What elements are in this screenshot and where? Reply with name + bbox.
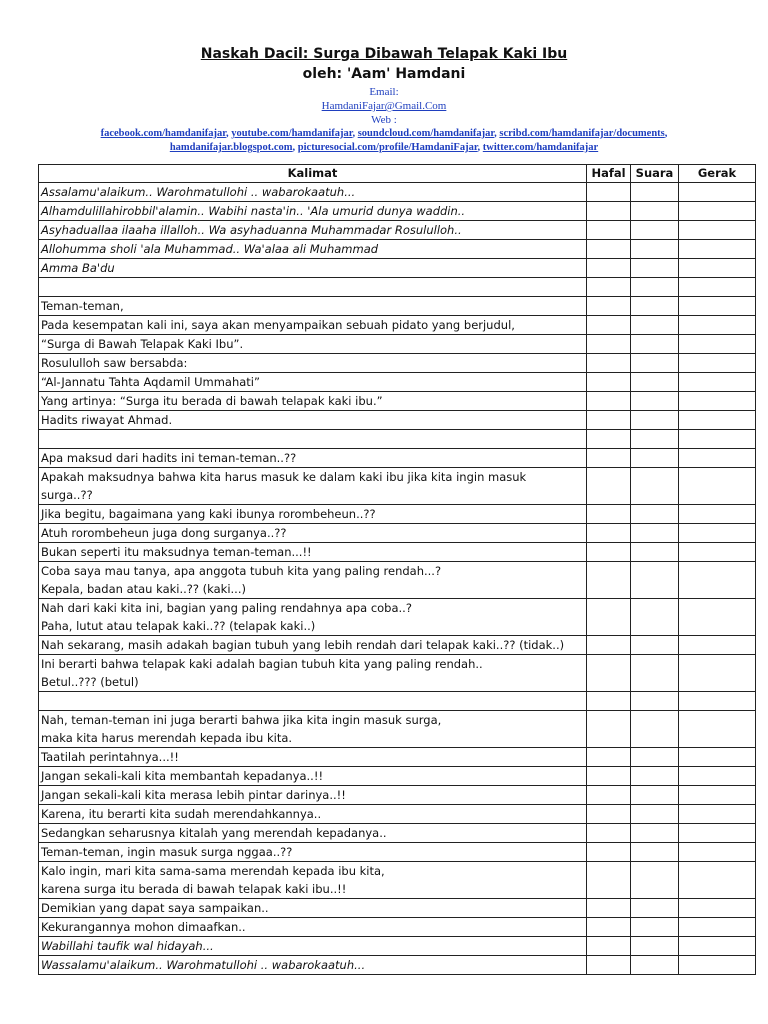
table-row — [39, 599, 756, 636]
gerak-checkbox-cell[interactable] — [679, 824, 756, 843]
suara-checkbox-cell[interactable] — [631, 505, 679, 524]
table-row — [39, 805, 756, 824]
suara-checkbox-cell[interactable] — [631, 937, 679, 956]
kalimat-text: surga..?? — [41, 488, 93, 502]
suara-checkbox-cell[interactable] — [631, 524, 679, 543]
kalimat-cell — [39, 392, 587, 411]
suara-checkbox-cell[interactable] — [631, 636, 679, 655]
kalimat-cell — [39, 786, 587, 805]
kalimat-text: Bukan seperti itu maksudnya teman-teman...!! — [41, 545, 312, 559]
kalimat-cell — [39, 411, 587, 430]
kalimat-cell — [39, 843, 587, 862]
gerak-checkbox-cell[interactable] — [679, 786, 756, 805]
hafal-checkbox-cell[interactable] — [587, 824, 631, 843]
gerak-checkbox-cell[interactable] — [679, 805, 756, 824]
web-links-line-1 — [0, 127, 768, 141]
suara-checkbox-cell[interactable] — [631, 805, 679, 824]
hafal-checkbox-cell[interactable] — [587, 505, 631, 524]
gerak-checkbox-cell[interactable] — [679, 430, 756, 449]
suara-checkbox-cell[interactable] — [631, 221, 679, 240]
hafal-checkbox-cell[interactable] — [587, 918, 631, 937]
kalimat-text: Teman-teman, — [41, 299, 124, 313]
kalimat-text: Paha, lutut atau telapak kaki..?? (telapak kaki..) — [41, 619, 316, 633]
hafal-checkbox-cell[interactable] — [587, 411, 631, 430]
gerak-checkbox-cell[interactable] — [679, 655, 756, 692]
kalimat-text: Apakah maksudnya bahwa kita harus masuk ke dalam kaki ibu jika kita ingin masuk — [41, 470, 527, 484]
kalimat-text: Demikian yang dapat saya sampaikan.. — [41, 901, 269, 915]
gerak-checkbox-cell[interactable] — [679, 297, 756, 316]
gerak-checkbox-cell[interactable] — [679, 899, 756, 918]
table-row — [39, 956, 756, 975]
hafal-checkbox-cell[interactable] — [587, 956, 631, 975]
kalimat-text: Jangan sekali-kali kita merasa lebih pintar darinya..!! — [41, 788, 346, 802]
kalimat-cell — [39, 297, 587, 316]
web-link[interactable]: facebook.com/hamdanifajar — [100, 128, 226, 139]
suara-checkbox-cell[interactable] — [631, 711, 679, 748]
kalimat-text: Wassalamu'alaikum.. Warohmatullohi .. wabarokaatuh... — [41, 958, 366, 972]
hafal-checkbox-cell[interactable] — [587, 843, 631, 862]
kalimat-text: Apa maksud dari hadits ini teman-teman..?? — [41, 451, 297, 465]
hafal-checkbox-cell[interactable] — [587, 221, 631, 240]
link-separator: , — [225, 128, 232, 139]
table-row — [39, 767, 756, 786]
table-row — [39, 918, 756, 937]
gerak-checkbox-cell[interactable] — [679, 524, 756, 543]
kalimat-cell — [39, 430, 587, 449]
web-link[interactable]: soundcloud.com/hamdanifajar — [357, 128, 495, 139]
kalimat-text: “Surga di Bawah Telapak Kaki Ibu”. — [41, 337, 244, 351]
gerak-checkbox-cell[interactable] — [679, 767, 756, 786]
gerak-checkbox-cell[interactable] — [679, 449, 756, 468]
web-link[interactable]: twitter.com/hamdanifajar — [482, 142, 599, 153]
hafal-checkbox-cell[interactable] — [587, 297, 631, 316]
suara-checkbox-cell[interactable] — [631, 692, 679, 711]
gerak-checkbox-cell[interactable] — [679, 411, 756, 430]
hafal-checkbox-cell[interactable] — [587, 692, 631, 711]
kalimat-cell — [39, 543, 587, 562]
table-row — [39, 430, 756, 449]
kalimat-cell — [39, 373, 587, 392]
kalimat-cell — [39, 599, 587, 636]
gerak-checkbox-cell[interactable] — [679, 937, 756, 956]
suara-checkbox-cell[interactable] — [631, 202, 679, 221]
hafal-checkbox-cell[interactable] — [587, 468, 631, 505]
suara-checkbox-cell[interactable] — [631, 562, 679, 599]
hafal-checkbox-cell[interactable] — [587, 767, 631, 786]
hafal-checkbox-cell[interactable] — [587, 430, 631, 449]
hafal-checkbox-cell[interactable] — [587, 316, 631, 335]
link-separator: , — [477, 142, 483, 153]
gerak-checkbox-cell[interactable] — [679, 468, 756, 505]
kalimat-text: “Al-Jannatu Tahta Aqdamil Ummahati” — [41, 375, 260, 389]
table-row — [39, 335, 756, 354]
web-link[interactable]: scribd.com/hamdanifajar/documents — [499, 128, 665, 139]
table-row — [39, 202, 756, 221]
table-row — [39, 354, 756, 373]
gerak-checkbox-cell[interactable] — [679, 240, 756, 259]
link-separator: , — [352, 128, 358, 139]
hafal-checkbox-cell[interactable] — [587, 937, 631, 956]
gerak-checkbox-cell[interactable] — [679, 543, 756, 562]
suara-checkbox-cell[interactable] — [631, 543, 679, 562]
kalimat-text: Rosululloh saw bersabda: — [41, 356, 188, 370]
kalimat-text: Nah, teman-teman ini juga berarti bahwa jika kita ingin masuk surga, — [41, 713, 442, 727]
gerak-checkbox-cell[interactable] — [679, 843, 756, 862]
suara-checkbox-cell[interactable] — [631, 392, 679, 411]
table-row — [39, 843, 756, 862]
column-header-suara: Suara — [631, 165, 679, 183]
hafal-checkbox-cell[interactable] — [587, 862, 631, 899]
table-row — [39, 524, 756, 543]
kalimat-text: Teman-teman, ingin masuk surga nggaa..?? — [41, 845, 293, 859]
hafal-checkbox-cell[interactable] — [587, 655, 631, 692]
gerak-checkbox-cell[interactable] — [679, 562, 756, 599]
gerak-checkbox-cell[interactable] — [679, 278, 756, 297]
suara-checkbox-cell[interactable] — [631, 918, 679, 937]
kalimat-cell — [39, 316, 587, 335]
kalimat-cell — [39, 240, 587, 259]
column-header-gerak: Gerak — [679, 165, 756, 183]
suara-checkbox-cell[interactable] — [631, 259, 679, 278]
table-row — [39, 468, 756, 505]
table-row — [39, 862, 756, 899]
kalimat-cell — [39, 259, 587, 278]
suara-checkbox-cell[interactable] — [631, 278, 679, 297]
hafal-checkbox-cell[interactable] — [587, 259, 631, 278]
table-row — [39, 373, 756, 392]
table-row — [39, 937, 756, 956]
gerak-checkbox-cell[interactable] — [679, 599, 756, 636]
kalimat-text: karena surga itu berada di bawah telapak kaki ibu..!! — [41, 882, 347, 896]
gerak-checkbox-cell[interactable] — [679, 505, 756, 524]
document-header — [0, 44, 768, 155]
table-header-row — [39, 165, 756, 183]
suara-checkbox-cell[interactable] — [631, 843, 679, 862]
kalimat-cell — [39, 202, 587, 221]
gerak-checkbox-cell[interactable] — [679, 711, 756, 748]
table-row — [39, 692, 756, 711]
web-link[interactable]: hamdanifajar.blogspot.com — [169, 142, 293, 153]
column-header-kalimat: Kalimat — [39, 165, 587, 183]
hafal-checkbox-cell[interactable] — [587, 449, 631, 468]
suara-checkbox-cell[interactable] — [631, 599, 679, 636]
suara-checkbox-cell[interactable] — [631, 430, 679, 449]
table-row — [39, 562, 756, 599]
table-row — [39, 636, 756, 655]
kalimat-text: Kalo ingin, mari kita sama-sama merendah kepada ibu kita, — [41, 864, 385, 878]
table-row — [39, 711, 756, 748]
web-links-line-2 — [0, 141, 768, 155]
web-link[interactable]: youtube.com/hamdanifajar — [231, 128, 353, 139]
web-link[interactable]: picturesocial.com/profile/HamdaniFajar — [297, 142, 478, 153]
kalimat-text: Hadits riwayat Ahmad. — [41, 413, 173, 427]
link-separator: , — [664, 128, 668, 139]
gerak-checkbox-cell[interactable] — [679, 636, 756, 655]
kalimat-text: Kekurangannya mohon dimaafkan.. — [41, 920, 246, 934]
gerak-checkbox-cell[interactable] — [679, 259, 756, 278]
kalimat-cell — [39, 183, 587, 202]
link-separator: , — [494, 128, 500, 139]
hafal-checkbox-cell[interactable] — [587, 786, 631, 805]
table-row — [39, 786, 756, 805]
document-title: Naskah Dacil: Surga Dibawah Telapak Kaki Ibu — [200, 46, 568, 62]
hafal-checkbox-cell[interactable] — [587, 524, 631, 543]
gerak-checkbox-cell[interactable] — [679, 692, 756, 711]
gerak-checkbox-cell[interactable] — [679, 316, 756, 335]
table-row — [39, 824, 756, 843]
suara-checkbox-cell[interactable] — [631, 354, 679, 373]
table-row — [39, 297, 756, 316]
hafal-checkbox-cell[interactable] — [587, 240, 631, 259]
kalimat-text: Nah dari kaki kita ini, bagian yang paling rendahnya apa coba..? — [41, 601, 412, 615]
kalimat-text: Assalamu'alaikum.. Warohmatullohi .. wabarokaatuh... — [41, 185, 356, 199]
kalimat-cell — [39, 767, 587, 786]
kalimat-cell — [39, 899, 587, 918]
hafal-checkbox-cell[interactable] — [587, 202, 631, 221]
suara-checkbox-cell[interactable] — [631, 767, 679, 786]
suara-checkbox-cell[interactable] — [631, 373, 679, 392]
kalimat-text: Jangan sekali-kali kita membantah kepadanya..!! — [41, 769, 324, 783]
kalimat-text: Allohumma sholi 'ala Muhammad.. Wa'alaa ali Muhammad — [41, 242, 379, 256]
gerak-checkbox-cell[interactable] — [679, 183, 756, 202]
kalimat-text: Sedangkan seharusnya kitalah yang merendah kepadanya.. — [41, 826, 387, 840]
hafal-checkbox-cell[interactable] — [587, 335, 631, 354]
hafal-checkbox-cell[interactable] — [587, 562, 631, 599]
email-label: Email: — [369, 86, 399, 98]
suara-checkbox-cell[interactable] — [631, 316, 679, 335]
suara-checkbox-cell[interactable] — [631, 468, 679, 505]
email-link[interactable]: HamdaniFajar@Gmail.Com — [321, 100, 447, 112]
suara-checkbox-cell[interactable] — [631, 786, 679, 805]
kalimat-cell — [39, 918, 587, 937]
kalimat-cell — [39, 862, 587, 899]
kalimat-cell — [39, 278, 587, 297]
kalimat-cell — [39, 636, 587, 655]
kalimat-text: Taatilah perintahnya...!! — [41, 750, 179, 764]
suara-checkbox-cell[interactable] — [631, 449, 679, 468]
hafal-checkbox-cell[interactable] — [587, 392, 631, 411]
gerak-checkbox-cell[interactable] — [679, 748, 756, 767]
kalimat-cell — [39, 824, 587, 843]
suara-checkbox-cell[interactable] — [631, 956, 679, 975]
hafal-checkbox-cell[interactable] — [587, 805, 631, 824]
kalimat-cell — [39, 221, 587, 240]
table-row — [39, 316, 756, 335]
kalimat-text: Atuh rorombeheun juga dong surganya..?? — [41, 526, 287, 540]
suara-checkbox-cell[interactable] — [631, 183, 679, 202]
kalimat-text: Alhamdulillahirobbil'alamin.. Wabihi nasta'in.. 'Ala umurid dunya waddin.. — [41, 204, 466, 218]
kalimat-cell — [39, 354, 587, 373]
gerak-checkbox-cell[interactable] — [679, 354, 756, 373]
suara-checkbox-cell[interactable] — [631, 240, 679, 259]
script-table — [38, 164, 756, 975]
gerak-checkbox-cell[interactable] — [679, 862, 756, 899]
web-label: Web : — [371, 114, 397, 126]
column-header-hafal: Hafal — [587, 165, 631, 183]
kalimat-text: Pada kesempatan kali ini, saya akan menyampaikan sebuah pidato yang berjudul, — [41, 318, 515, 332]
kalimat-cell — [39, 956, 587, 975]
gerak-checkbox-cell[interactable] — [679, 918, 756, 937]
table-row — [39, 183, 756, 202]
hafal-checkbox-cell[interactable] — [587, 354, 631, 373]
suara-checkbox-cell[interactable] — [631, 862, 679, 899]
kalimat-cell — [39, 692, 587, 711]
hafal-checkbox-cell[interactable] — [587, 599, 631, 636]
gerak-checkbox-cell[interactable] — [679, 221, 756, 240]
hafal-checkbox-cell[interactable] — [587, 278, 631, 297]
kalimat-text: Kepala, badan atau kaki..?? (kaki...) — [41, 582, 246, 596]
table-row — [39, 221, 756, 240]
kalimat-text: Karena, itu berarti kita sudah merendahkannya.. — [41, 807, 322, 821]
table-row — [39, 748, 756, 767]
gerak-checkbox-cell[interactable] — [679, 202, 756, 221]
gerak-checkbox-cell[interactable] — [679, 392, 756, 411]
kalimat-cell — [39, 937, 587, 956]
table-row — [39, 543, 756, 562]
kalimat-cell — [39, 748, 587, 767]
kalimat-text: Ini berarti bahwa telapak kaki adalah bagian tubuh kita yang paling rendah.. — [41, 657, 483, 671]
table-row — [39, 278, 756, 297]
suara-checkbox-cell[interactable] — [631, 899, 679, 918]
kalimat-cell — [39, 711, 587, 748]
link-separator: , — [292, 142, 298, 153]
suara-checkbox-cell[interactable] — [631, 655, 679, 692]
table-row — [39, 240, 756, 259]
kalimat-cell — [39, 335, 587, 354]
gerak-checkbox-cell[interactable] — [679, 956, 756, 975]
kalimat-cell — [39, 449, 587, 468]
hafal-checkbox-cell[interactable] — [587, 899, 631, 918]
kalimat-text: Betul..??? (betul) — [41, 675, 139, 689]
gerak-checkbox-cell[interactable] — [679, 373, 756, 392]
table-row — [39, 655, 756, 692]
kalimat-text: Coba saya mau tanya, apa anggota tubuh kita yang paling rendah...? — [41, 564, 442, 578]
kalimat-cell — [39, 468, 587, 505]
kalimat-text: Asyhaduallaa ilaaha illalloh.. Wa asyhaduanna Muhammadar Rosululloh.. — [41, 223, 462, 237]
suara-checkbox-cell[interactable] — [631, 335, 679, 354]
kalimat-text: Amma Ba'du — [41, 261, 115, 275]
table-row — [39, 899, 756, 918]
hafal-checkbox-cell[interactable] — [587, 543, 631, 562]
kalimat-cell — [39, 562, 587, 599]
hafal-checkbox-cell[interactable] — [587, 711, 631, 748]
table-row — [39, 259, 756, 278]
kalimat-text: Nah sekarang, masih adakah bagian tubuh yang lebih rendah dari telapak kaki..?? (tidak..) — [41, 638, 565, 652]
kalimat-text: Yang artinya: “Surga itu berada di bawah telapak kaki ibu.” — [41, 394, 383, 408]
author-line: oleh: 'Aam' Hamdani — [302, 66, 466, 82]
table-row — [39, 449, 756, 468]
hafal-checkbox-cell[interactable] — [587, 373, 631, 392]
suara-checkbox-cell[interactable] — [631, 824, 679, 843]
kalimat-cell — [39, 505, 587, 524]
table-row — [39, 411, 756, 430]
kalimat-text: Jika begitu, bagaimana yang kaki ibunya rorombeheun..?? — [41, 507, 376, 521]
table-row — [39, 392, 756, 411]
hafal-checkbox-cell[interactable] — [587, 636, 631, 655]
gerak-checkbox-cell[interactable] — [679, 335, 756, 354]
kalimat-text: Wabillahi taufik wal hidayah... — [41, 939, 214, 953]
kalimat-cell — [39, 524, 587, 543]
kalimat-cell — [39, 805, 587, 824]
suara-checkbox-cell[interactable] — [631, 297, 679, 316]
kalimat-text: maka kita harus merendah kepada ibu kita. — [41, 731, 293, 745]
kalimat-cell — [39, 655, 587, 692]
suara-checkbox-cell[interactable] — [631, 748, 679, 767]
hafal-checkbox-cell[interactable] — [587, 748, 631, 767]
table-row — [39, 505, 756, 524]
suara-checkbox-cell[interactable] — [631, 411, 679, 430]
hafal-checkbox-cell[interactable] — [587, 183, 631, 202]
